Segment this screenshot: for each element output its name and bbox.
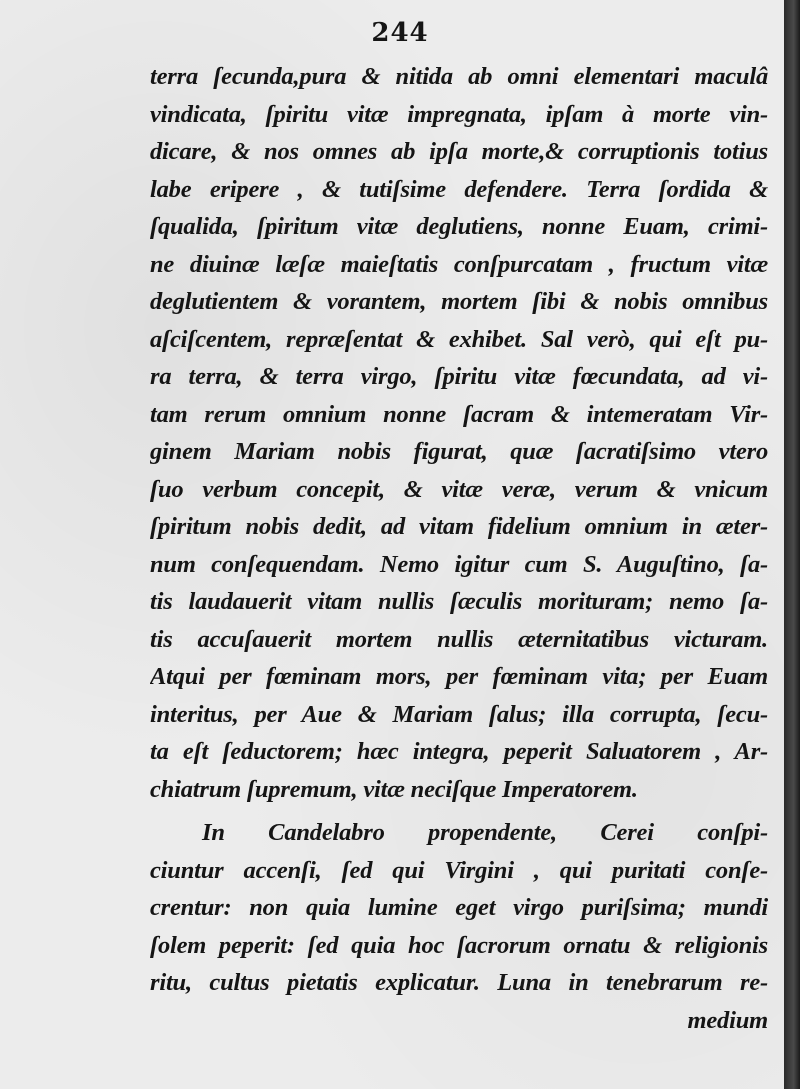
text-line: deglutientem & vorantem, mortem ſibi & nobis omnibus (150, 288, 768, 315)
text-line: dicare, & nos omnes ab ipſa morte,& corruptionis totius (150, 138, 768, 165)
text-line: terra ſecunda,pura & nitida ab omni elementari maculâ (150, 63, 768, 90)
text-line: ciuntur accenſi, ſed qui Virgini , qui puritati conſe- (150, 856, 768, 884)
paragraph-1 (150, 58, 768, 808)
text-line: ginem Mariam nobis figurat, quæ ſacratiſsimo vtero (150, 438, 768, 465)
text-line: tis accuſauerit mortem nullis æternitatibus victuram. (150, 625, 768, 653)
text-line: labe eripere , & tutiſsime defendere. Terra ſordida & (150, 175, 768, 203)
text-line: ſuo verbum concepit, & vitæ veræ, verum & vnicum (150, 475, 768, 503)
text-line: interitus, per Aue & Mariam ſalus; illa corrupta, ſecu- (150, 700, 768, 728)
text-line: chiatrum ſupremum, vitæ neciſque Imperatorem. (150, 775, 638, 803)
page-number: 244 (371, 18, 429, 48)
text-line: ra terra, & terra virgo, ſpiritu vitæ fœcundata, ad vi- (150, 363, 768, 390)
text-line: tam rerum omnium nonne ſacram & intemeratam Vir- (150, 400, 768, 428)
paragraph-2 (150, 814, 768, 1002)
catchword: medium (687, 1006, 768, 1034)
text-line: ſpiritum nobis dedit, ad vitam fidelium omnium in æter- (150, 513, 768, 540)
text-line: aſciſcentem, repræſentat & exhibet. Sal verò, qui eſt pu- (150, 325, 768, 353)
text-line: ta eſt ſeductorem; hæc integra, peperit Saluatorem , Ar- (150, 738, 768, 765)
text-line: In Candelabro propendente, Cerei conſpi- (202, 819, 768, 846)
text-line: crentur: non quia lumine eget virgo puriſsima; mundi (150, 894, 768, 921)
text-line: ſolem peperit: ſed quia hoc ſacrorum ornatu & religionis (150, 931, 768, 959)
text-line: ſqualida, ſpiritum vitæ deglutiens, nonne Euam, crimi- (150, 213, 768, 240)
text-line: ne diuinæ læſæ maieſtatis conſpurcatam , fructum vitæ (150, 250, 768, 278)
text-block (150, 58, 768, 1039)
text-line: tis laudauerit vitam nullis ſæculis morituram; nemo ſa- (150, 588, 768, 615)
page-edge-shadow (784, 0, 800, 1089)
text-line: num conſequendam. Nemo igitur cum S. Auguſtino, ſa- (150, 550, 768, 578)
text-line: Atqui per fœminam mors, per fœminam vita; per Euam (150, 663, 768, 690)
text-line: ritu, cultus pietatis explicatur. Luna in tenebrarum re- (150, 969, 768, 996)
text-line: vindicata, ſpiritu vitæ impregnata, ipſam à morte vin- (150, 100, 768, 128)
